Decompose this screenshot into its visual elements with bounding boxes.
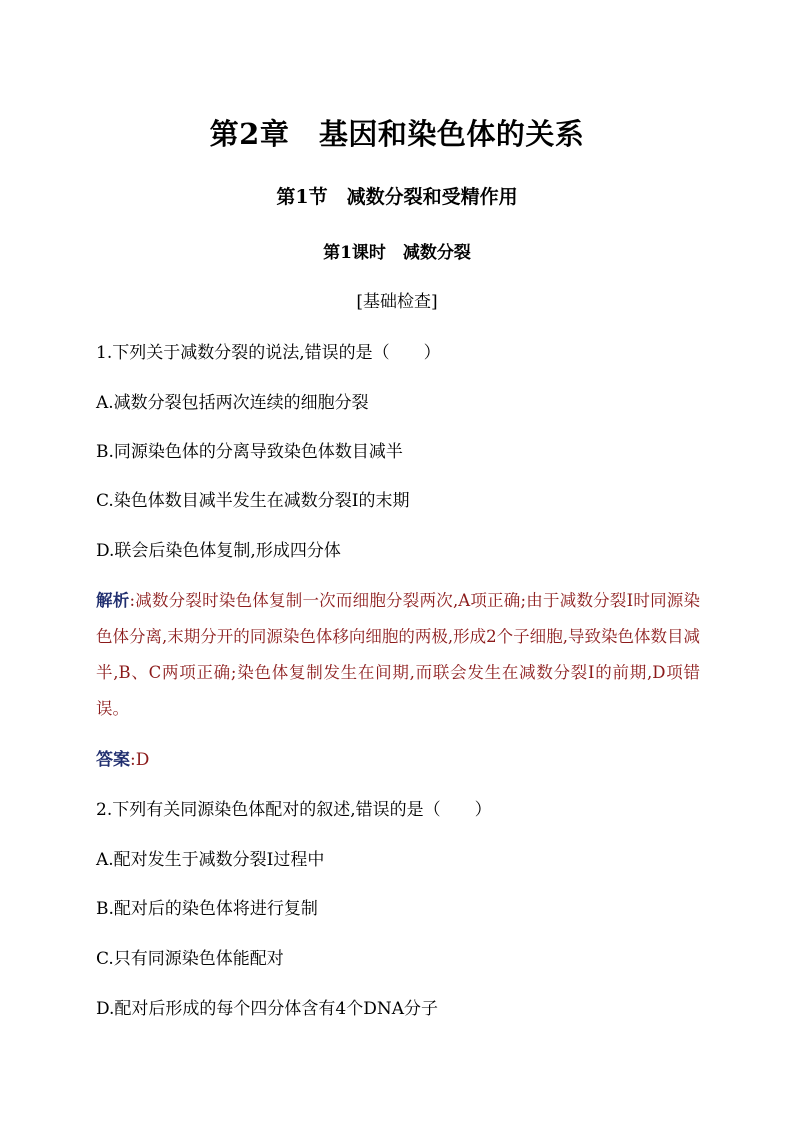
question-1-option-d: D.联会后染色体复制,形成四分体 — [96, 541, 341, 561]
question-1-option-a: A.减数分裂包括两次连续的细胞分裂 — [96, 393, 369, 413]
question-2-option-d: D.配对后形成的每个四分体含有4个DNA分子 — [96, 999, 439, 1019]
question-2-option-c: C.只有同源染色体能配对 — [96, 949, 284, 969]
question-2-stem: 2.下列有关同源染色体配对的叙述,错误的是（ ） — [96, 800, 492, 820]
question-1-option-c: C.染色体数目减半发生在减数分裂Ⅰ的末期 — [96, 491, 410, 511]
basic-check-label: [基础检查] — [356, 292, 438, 312]
question-1-option-b: B.同源染色体的分离导致染色体数目减半 — [96, 442, 403, 462]
lesson-title: 第1课时 减数分裂 — [323, 243, 471, 263]
question-1-stem: 1.下列关于减数分裂的说法,错误的是（ ） — [96, 343, 441, 363]
question-2-option-a: A.配对发生于减数分裂Ⅰ过程中 — [96, 850, 325, 870]
question-1-answer — [96, 745, 149, 770]
answer-label: 答案 — [96, 750, 130, 770]
section-title: 第1节 减数分裂和受精作用 — [276, 186, 518, 208]
question-2-option-b: B.配对后的染色体将进行复制 — [96, 899, 318, 919]
analysis-label: 解析 — [96, 591, 130, 610]
question-1-analysis — [96, 583, 700, 727]
answer-value: :D — [130, 750, 150, 770]
chapter-title: 第2章 基因和染色体的关系 — [209, 117, 585, 151]
analysis-text: :减数分裂时染色体复制一次而细胞分裂两次,A项正确;由于减数分裂Ⅰ时同源染色体分离,末期分开的同源染色体移向细胞的两极,形成2个子细胞,导致染色体数目减半,B、C两项正确;染色体复制发生在间期,而联会发生在减数分裂Ⅰ的前期,D项错误。 — [96, 591, 701, 718]
